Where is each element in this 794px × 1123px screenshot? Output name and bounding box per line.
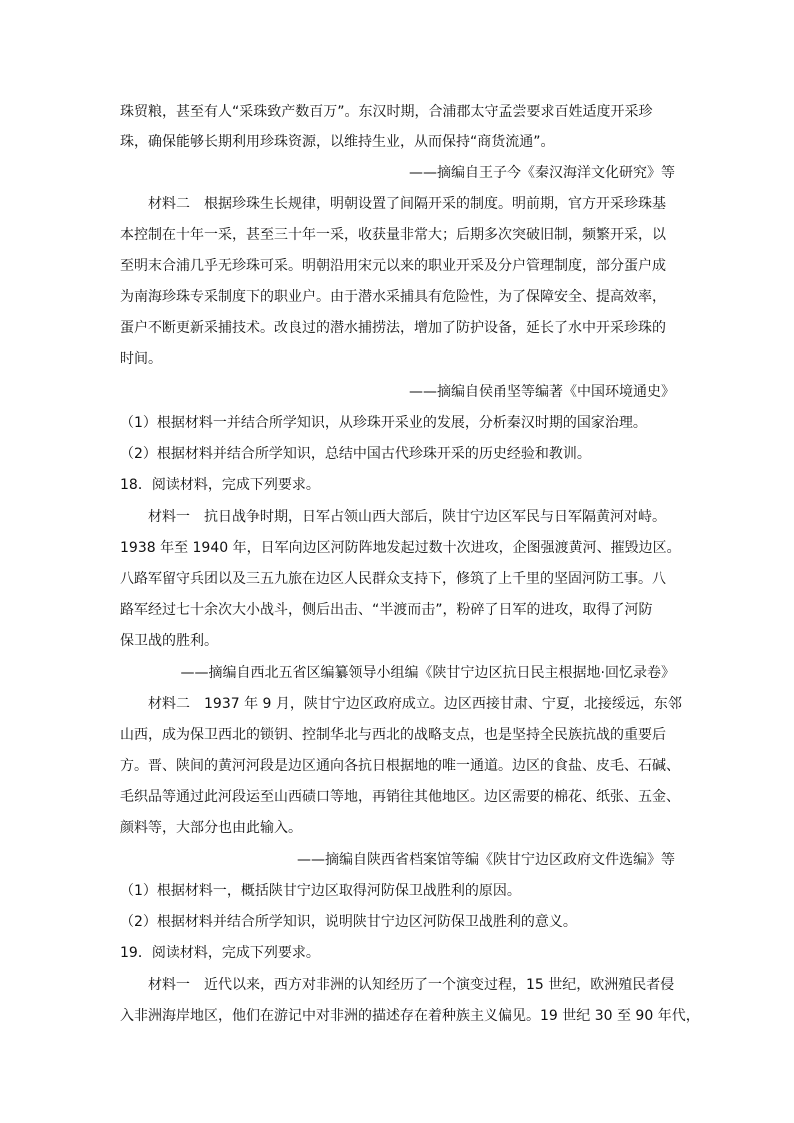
material-2-line: 为南海珍珠专采制度下的职业户。由于潜水采捕具有危险性，为了保障安全、提高效率， — [120, 289, 666, 305]
q18-material-1-line: 1938 年至 1940 年，日军向边区河防阵地发起过数十次进攻，企图强渡黄河、摧毁边区。 — [120, 540, 681, 556]
q18-material-1-line: 路军经过七十余次大小战斗，侧后出击、“半渡而击”，粉碎了日军的进攻，取得了河防 — [120, 602, 653, 618]
q18-material-2-line: 山西，成为保卫西北的锁钥、控制华北与西北的战略支点，也是坚持全民族抗战的重要后 — [120, 727, 666, 743]
question-18-heading: 18．阅读材料，完成下列要求。 — [120, 477, 320, 493]
material-2-line: 时间。 — [120, 351, 162, 367]
question-17-2: （2）根据材料并结合所学知识，总结中国古代珍珠开采的历史经验和教训。 — [120, 446, 591, 462]
source-citation: ——摘编自陕西省档案馆等编《陕甘宁边区政府文件选编》等 — [297, 852, 675, 868]
q18-material-2-line: 方。晋、陕间的黄河河段是边区通向各抗日根据地的唯一通道。边区的食盐、皮毛、石碱、 — [120, 758, 680, 774]
paragraph-line: 珠贸粮，甚至有人“采珠致产数百万”。东汉时期，合浦郡太守孟尝要求百姓适度开采珍 — [120, 104, 653, 120]
source-citation: ——摘编自侯甬坚等编著《中国环境通史》 — [409, 384, 675, 400]
question-18-1: （1）根据材料一，概括陕甘宁边区取得河防保卫战胜利的原因。 — [120, 883, 521, 899]
q18-material-1-line: 八路军留守兵团以及三五九旅在边区人民群众支持下，修筑了上千里的坚固河防工事。八 — [120, 571, 666, 587]
paragraph-line: 珠，确保能够长期利用珍珠资源，以维持生业，从而保持“商货流通”。 — [120, 134, 555, 150]
source-citation: ——摘编自王子今《秦汉海洋文化研究》等 — [409, 165, 675, 181]
question-17-1: （1）根据材料一并结合所学知识，从珍珠开采业的发展，分析秦汉时期的国家治理。 — [120, 415, 647, 431]
material-2-line: 本控制在十年一采，甚至三十年一采，收获量非常大；后期多次突破旧制，频繁开采，以 — [120, 227, 666, 243]
q19-material-1-line: 入非洲海岸地区，他们在游记中对非洲的描述存在着种族主义偏见。19 世纪 30 至 90 年代， — [120, 1008, 700, 1024]
source-citation: ——摘编自西北五省区编纂领导小组编《陕甘宁边区抗日民主根据地·回忆录卷》 — [180, 665, 675, 681]
q18-material-2-line: 材料二 1937 年 9 月，陕甘宁边区政府成立。边区西接甘肃、宁夏，北接绥远，东邻 — [148, 696, 682, 712]
question-18-2: （2）根据材料并结合所学知识，说明陕甘宁边区河防保卫战胜利的意义。 — [120, 914, 577, 930]
q18-material-2-line: 毛织品等通过此河段运至山西碛口等地，再销往其他地区。边区需要的棉花、纸张、五金、 — [120, 789, 680, 805]
material-2-line: 材料二 根据珍珠生长规律，明朝设置了间隔开采的制度。明前期，官方开采珍珠基 — [148, 196, 666, 212]
q18-material-2-line: 颜料等，大部分也由此输入。 — [120, 820, 302, 836]
material-2-line: 蛋户不断更新采捕技术。改良过的潜水捕捞法，增加了防护设备，延长了水中开采珍珠的 — [120, 320, 666, 336]
q18-material-1-line: 材料一 抗日战争时期，日军占领山西大部后，陕甘宁边区军民与日军隔黄河对峙。 — [148, 509, 666, 525]
q18-material-1-line: 保卫战的胜利。 — [120, 633, 218, 649]
q19-material-1-line: 材料一 近代以来，西方对非洲的认知经历了一个演变过程，15 世纪，欧洲殖民者侵 — [148, 977, 675, 993]
material-2-line: 至明末合浦几乎无珍珠可采。明朝沿用宋元以来的职业开采及分户管理制度，部分蛋户成 — [120, 258, 666, 274]
question-19-heading: 19．阅读材料，完成下列要求。 — [120, 945, 320, 961]
